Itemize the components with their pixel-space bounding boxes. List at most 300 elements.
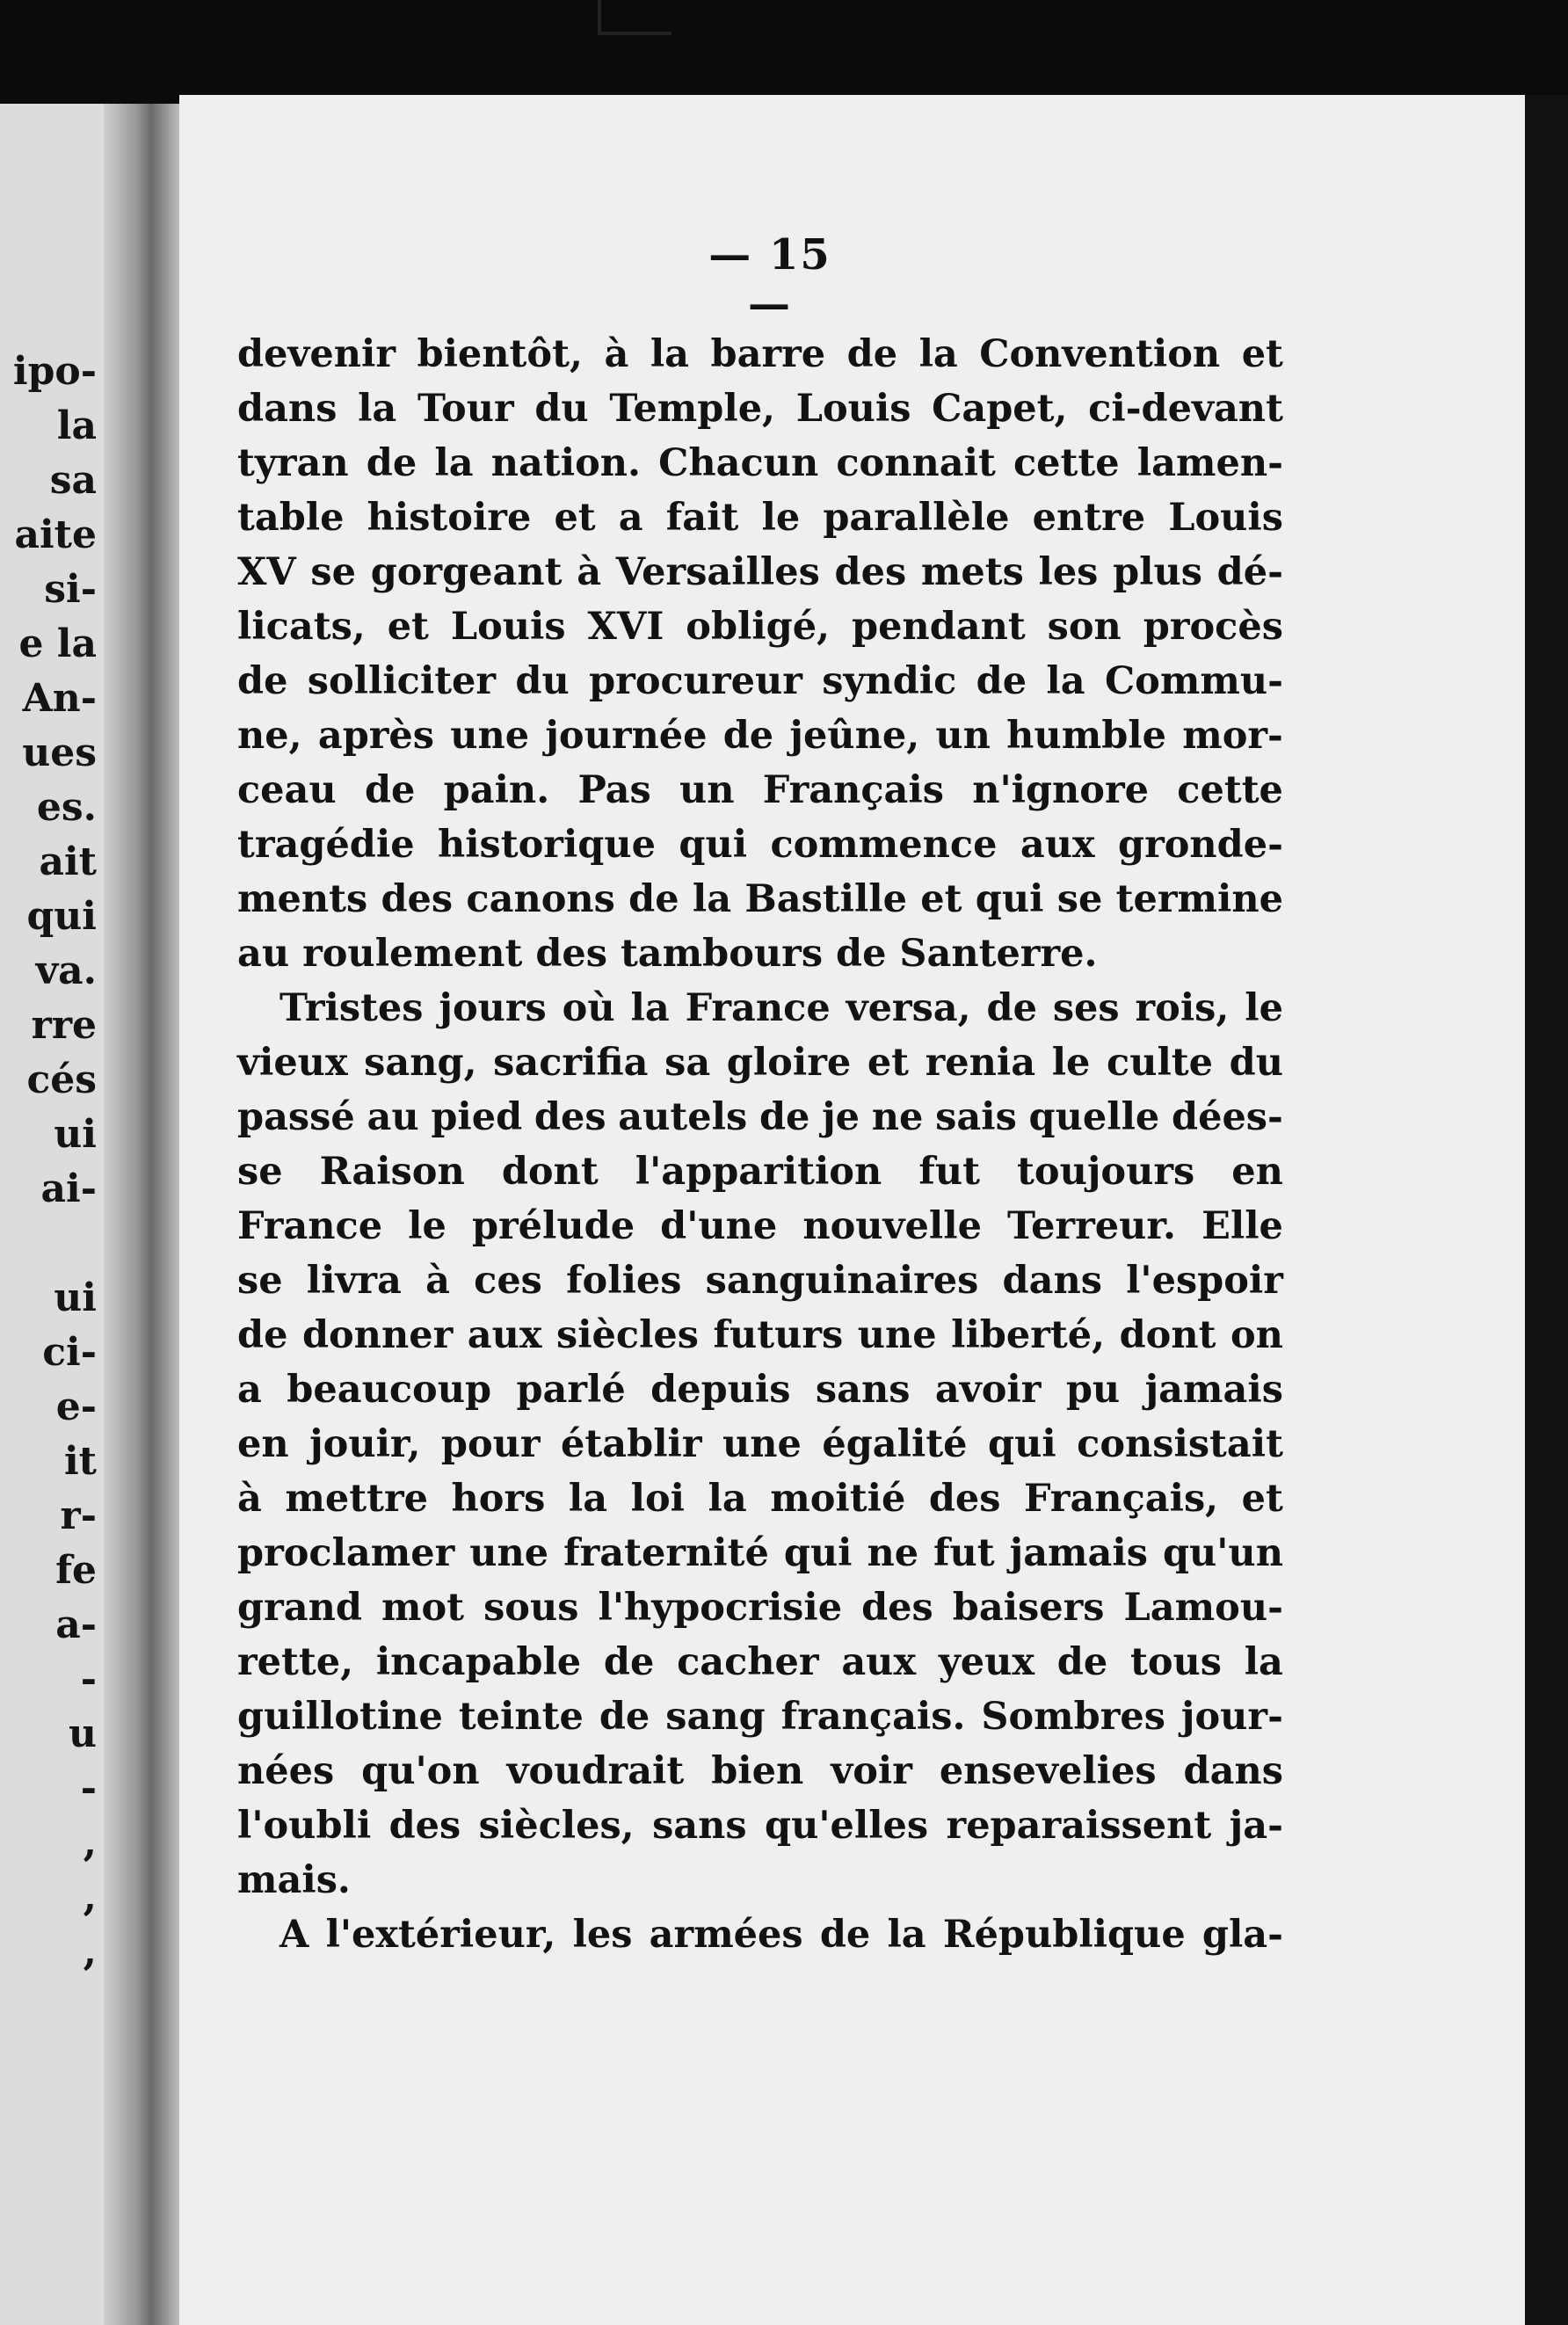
word: prélude bbox=[471, 1204, 635, 1248]
word: Capet, bbox=[932, 387, 1068, 431]
word: renia bbox=[925, 1041, 1036, 1085]
word: Lamou- bbox=[1123, 1586, 1283, 1630]
text-line bbox=[237, 1689, 1283, 1744]
word: sa bbox=[664, 1041, 711, 1085]
word: ses bbox=[1052, 986, 1120, 1030]
fragment-line: ait bbox=[39, 839, 97, 884]
word: mot bbox=[381, 1586, 465, 1630]
word: se bbox=[310, 550, 356, 594]
word: les bbox=[572, 1913, 633, 1957]
text-line bbox=[237, 1035, 1283, 1090]
word: la bbox=[568, 1477, 608, 1521]
word: de bbox=[1056, 1640, 1108, 1684]
word: Elle bbox=[1201, 1204, 1283, 1248]
word: le bbox=[1051, 1041, 1091, 1085]
word: sang bbox=[665, 1695, 766, 1739]
word: commence bbox=[770, 823, 998, 867]
word: dé- bbox=[1216, 550, 1283, 594]
word: au bbox=[367, 1095, 419, 1139]
word: à bbox=[604, 332, 629, 376]
line-text: mais. bbox=[237, 1858, 351, 1902]
word: licats, bbox=[237, 605, 366, 649]
word: reparaissent bbox=[946, 1804, 1212, 1848]
word: les bbox=[1038, 550, 1099, 594]
word: plus bbox=[1113, 550, 1202, 594]
text-line bbox=[237, 1526, 1283, 1580]
word: Louis bbox=[795, 387, 911, 431]
word: baisers bbox=[952, 1586, 1105, 1630]
fragment-line: va. bbox=[35, 948, 97, 993]
word: et bbox=[1241, 1477, 1283, 1521]
fragment-line: a- bbox=[55, 1602, 97, 1647]
text-line bbox=[237, 654, 1283, 708]
word: Louis bbox=[450, 605, 566, 649]
word: le bbox=[1245, 986, 1283, 1030]
word: ne, bbox=[237, 714, 302, 758]
word: futurs bbox=[713, 1313, 844, 1357]
word: la bbox=[692, 877, 732, 921]
text-line bbox=[237, 1144, 1283, 1199]
word: sans bbox=[652, 1804, 747, 1848]
word: journée bbox=[545, 714, 708, 758]
word: ja- bbox=[1229, 1804, 1283, 1848]
word: moitié bbox=[770, 1477, 906, 1521]
word: de bbox=[722, 714, 774, 758]
word: un bbox=[935, 714, 991, 758]
fragment-line: e la bbox=[18, 621, 97, 666]
text-line bbox=[237, 490, 1283, 545]
fragment-line: ai- bbox=[40, 1166, 97, 1211]
word: l'oubli bbox=[237, 1804, 372, 1848]
word: procès bbox=[1143, 605, 1283, 649]
word: ceau bbox=[237, 768, 337, 812]
fragment-line: si- bbox=[44, 567, 97, 612]
word: canons bbox=[466, 877, 615, 921]
word: Louis bbox=[1168, 496, 1283, 540]
word: la bbox=[1046, 659, 1085, 703]
text-line bbox=[237, 1199, 1283, 1253]
word: table bbox=[237, 496, 345, 540]
word: nation. bbox=[490, 441, 641, 485]
word: dont bbox=[501, 1150, 599, 1194]
word: à bbox=[425, 1259, 450, 1303]
word: Tour bbox=[417, 387, 514, 431]
word: de bbox=[976, 659, 1027, 703]
word: nouvelle bbox=[802, 1204, 982, 1248]
word: ensevelies bbox=[939, 1749, 1157, 1793]
word: ne bbox=[871, 1095, 924, 1139]
text-line bbox=[237, 327, 1283, 381]
word: pendant bbox=[852, 605, 1026, 649]
word: vieux bbox=[237, 1041, 348, 1085]
word: l'hypocrisie bbox=[598, 1586, 843, 1630]
word: termine bbox=[1115, 877, 1283, 921]
word: devenir bbox=[237, 332, 396, 376]
word: jeûne, bbox=[789, 714, 920, 758]
fragment-line: aite bbox=[14, 512, 97, 557]
word: Bastille bbox=[744, 877, 907, 921]
fragment-line: it bbox=[63, 1439, 97, 1484]
page-body-text bbox=[237, 327, 1283, 1962]
word: dans bbox=[1183, 1749, 1283, 1793]
word: proclamer bbox=[237, 1531, 455, 1575]
word: quelle bbox=[1028, 1095, 1160, 1139]
word: mettre bbox=[285, 1477, 428, 1521]
word: parallèle bbox=[823, 496, 1010, 540]
word: rois, bbox=[1135, 986, 1230, 1030]
word: se bbox=[1056, 877, 1103, 921]
text-line bbox=[237, 1635, 1283, 1689]
fragment-line: la bbox=[56, 403, 97, 448]
word: de bbox=[366, 441, 417, 485]
word: après bbox=[317, 714, 434, 758]
word: histoire bbox=[367, 496, 532, 540]
word: historique bbox=[437, 823, 656, 867]
word: passé bbox=[237, 1095, 355, 1139]
word: gloire bbox=[726, 1041, 852, 1085]
word: de bbox=[819, 1913, 871, 1957]
word: de bbox=[986, 986, 1037, 1030]
word: se bbox=[237, 1259, 283, 1303]
word: connait bbox=[836, 441, 996, 485]
word: une bbox=[450, 714, 530, 758]
text-line bbox=[237, 763, 1283, 817]
word: établir bbox=[561, 1422, 702, 1466]
fragment-line: An- bbox=[22, 676, 97, 721]
text-line bbox=[237, 599, 1283, 654]
word: Commu- bbox=[1104, 659, 1283, 703]
word: mets bbox=[920, 550, 1024, 594]
word: fraternité bbox=[563, 1531, 769, 1575]
text-line bbox=[237, 1471, 1283, 1526]
fragment-line: fe bbox=[55, 1548, 97, 1593]
word: voir bbox=[831, 1749, 912, 1793]
word: ces bbox=[474, 1259, 542, 1303]
word: qui bbox=[988, 1422, 1056, 1466]
word: la bbox=[358, 387, 397, 431]
text-line bbox=[237, 1580, 1283, 1635]
word: qu'un bbox=[1162, 1531, 1283, 1575]
word: et bbox=[387, 605, 429, 649]
word: Pas bbox=[577, 768, 651, 812]
word: siècles, bbox=[478, 1804, 635, 1848]
word: versa, bbox=[846, 986, 971, 1030]
text-line bbox=[237, 872, 1283, 926]
word: la bbox=[708, 1477, 747, 1521]
word: des bbox=[534, 1095, 606, 1139]
word: liberté, bbox=[951, 1313, 1106, 1357]
word: humble bbox=[1006, 714, 1166, 758]
word: et bbox=[867, 1041, 910, 1085]
text-line bbox=[237, 708, 1283, 763]
word: dans bbox=[237, 387, 338, 431]
word: obligé, bbox=[686, 605, 831, 649]
word: dont bbox=[1119, 1313, 1216, 1357]
text-line bbox=[237, 1798, 1283, 1853]
word: a bbox=[237, 1368, 262, 1412]
word: sous bbox=[483, 1586, 579, 1630]
word: jamais bbox=[1144, 1368, 1283, 1412]
word: gla- bbox=[1201, 1913, 1283, 1957]
word: de bbox=[237, 659, 288, 703]
fragment-line bbox=[0, 1217, 97, 1271]
word: ci-devant bbox=[1088, 387, 1283, 431]
word: folies bbox=[566, 1259, 682, 1303]
word: en bbox=[1231, 1150, 1283, 1194]
word: sanguinaires bbox=[705, 1259, 979, 1303]
word: l'extérieur, bbox=[325, 1913, 556, 1957]
word: Versailles bbox=[615, 550, 820, 594]
word: un bbox=[679, 768, 735, 812]
word: la bbox=[918, 332, 958, 376]
word: son bbox=[1047, 605, 1122, 649]
word: dans bbox=[1002, 1259, 1102, 1303]
word: Chacun bbox=[658, 441, 819, 485]
scan-artifact bbox=[598, 0, 601, 35]
word: tyran bbox=[237, 441, 349, 485]
word: loi bbox=[630, 1477, 685, 1521]
word: qui bbox=[975, 877, 1044, 921]
word: français. bbox=[780, 1695, 966, 1739]
word: fait bbox=[665, 496, 739, 540]
word: on bbox=[1230, 1313, 1283, 1357]
text-line bbox=[237, 1744, 1283, 1798]
text-line bbox=[237, 926, 1283, 981]
word: XVI bbox=[587, 605, 664, 649]
word: des bbox=[861, 1586, 933, 1630]
word: tous bbox=[1129, 1640, 1222, 1684]
word: gorgeant bbox=[370, 550, 563, 594]
word: qu'on bbox=[361, 1749, 480, 1793]
word: tragédie bbox=[237, 823, 415, 867]
word: Tristes bbox=[279, 986, 424, 1030]
fragment-line: , bbox=[83, 1929, 97, 1974]
word: Convention bbox=[979, 332, 1221, 376]
text-line bbox=[237, 981, 1283, 1035]
text-line bbox=[237, 545, 1283, 599]
word: une bbox=[857, 1313, 937, 1357]
fragment-line: e- bbox=[55, 1384, 97, 1429]
scan-artifact bbox=[601, 32, 671, 35]
word: en bbox=[237, 1422, 289, 1466]
fragment-line: ui bbox=[54, 1275, 97, 1320]
word: la bbox=[434, 441, 474, 485]
word: pu bbox=[1065, 1368, 1121, 1412]
word: des bbox=[834, 550, 907, 594]
word: de bbox=[759, 1095, 810, 1139]
word: le bbox=[761, 496, 801, 540]
word: sang, bbox=[364, 1041, 477, 1085]
word: République bbox=[942, 1913, 1186, 1957]
word: dées- bbox=[1172, 1095, 1283, 1139]
text-line bbox=[237, 1253, 1283, 1308]
word: cette bbox=[1013, 441, 1120, 485]
fragment-line: , bbox=[83, 1875, 97, 1920]
fragment-line: rre bbox=[31, 1003, 97, 1048]
word: aux bbox=[1020, 823, 1095, 867]
word: à bbox=[577, 550, 602, 594]
word: une bbox=[722, 1422, 802, 1466]
text-line bbox=[237, 436, 1283, 490]
word: voudrait bbox=[506, 1749, 685, 1793]
word: du bbox=[515, 659, 570, 703]
word: le bbox=[408, 1204, 446, 1248]
word: mor- bbox=[1182, 714, 1283, 758]
word: procureur bbox=[589, 659, 802, 703]
word: de bbox=[364, 768, 416, 812]
word: a bbox=[618, 496, 643, 540]
word: teinte bbox=[458, 1695, 584, 1739]
word: pain. bbox=[443, 768, 550, 812]
word: bien bbox=[711, 1749, 804, 1793]
fragment-line: cés bbox=[26, 1057, 97, 1102]
word: culte bbox=[1107, 1041, 1214, 1085]
previous-page-line-endings bbox=[0, 345, 97, 1980]
text-line bbox=[237, 817, 1283, 872]
word: XV bbox=[237, 550, 296, 594]
fragment-line: , bbox=[83, 1820, 97, 1865]
word: de bbox=[237, 1313, 288, 1357]
word: n'ignore bbox=[972, 768, 1150, 812]
line-text: au roulement des tambours de Santerre. bbox=[237, 932, 1098, 976]
word: et bbox=[1241, 332, 1283, 376]
fragment-line: es. bbox=[36, 785, 97, 830]
fragment-line: ipo- bbox=[12, 349, 97, 394]
word: avoir bbox=[934, 1368, 1042, 1412]
word: des bbox=[928, 1477, 1001, 1521]
word: grand bbox=[237, 1586, 362, 1630]
word: de bbox=[846, 332, 898, 376]
word: solliciter bbox=[307, 659, 497, 703]
word: barre bbox=[710, 332, 826, 376]
word: yeux bbox=[938, 1640, 1035, 1684]
word: je bbox=[822, 1095, 860, 1139]
word: Sombres bbox=[981, 1695, 1165, 1739]
word: qui bbox=[783, 1531, 853, 1575]
word: depuis bbox=[650, 1368, 791, 1412]
word: syndic bbox=[822, 659, 957, 703]
word: où bbox=[562, 986, 615, 1030]
fragment-line: r- bbox=[60, 1493, 97, 1538]
word: du bbox=[1229, 1041, 1283, 1085]
word: jour- bbox=[1180, 1695, 1283, 1739]
word: donner bbox=[301, 1313, 454, 1357]
word: ne bbox=[867, 1531, 919, 1575]
page-edge-shadow bbox=[1525, 95, 1568, 2325]
word: et bbox=[554, 496, 596, 540]
word: Raison bbox=[319, 1150, 465, 1194]
text-line bbox=[237, 381, 1283, 436]
word: égalité bbox=[822, 1422, 968, 1466]
word: lamen- bbox=[1136, 441, 1283, 485]
word: cette bbox=[1177, 768, 1283, 812]
word: des bbox=[388, 1804, 461, 1848]
fragment-line: ues bbox=[22, 730, 97, 775]
word: France bbox=[237, 1204, 383, 1248]
text-line bbox=[237, 1362, 1283, 1417]
word: aux bbox=[841, 1640, 917, 1684]
word: bientôt, bbox=[417, 332, 583, 376]
word: aux bbox=[467, 1313, 542, 1357]
text-line bbox=[237, 1417, 1283, 1471]
fragment-line: u bbox=[69, 1711, 97, 1756]
word: sais bbox=[935, 1095, 1017, 1139]
word: une bbox=[469, 1531, 549, 1575]
word: qu'elles bbox=[765, 1804, 929, 1848]
word: hors bbox=[451, 1477, 546, 1521]
word: siècles bbox=[556, 1313, 699, 1357]
word: toujours bbox=[1017, 1150, 1195, 1194]
word: sacrifia bbox=[493, 1041, 649, 1085]
word: qui bbox=[679, 823, 748, 867]
fragment-line: ci- bbox=[42, 1330, 97, 1375]
word: jamais bbox=[1009, 1531, 1148, 1575]
word: autels bbox=[618, 1095, 748, 1139]
word: de bbox=[628, 877, 679, 921]
fragment-line: - bbox=[80, 1766, 97, 1811]
word: l'apparition bbox=[635, 1150, 882, 1194]
word: ments bbox=[237, 877, 368, 921]
word: incapable bbox=[375, 1640, 582, 1684]
word: beaucoup bbox=[287, 1368, 492, 1412]
fragment-line: sa bbox=[49, 458, 97, 503]
word: de bbox=[599, 1695, 650, 1739]
word: livra bbox=[306, 1259, 402, 1303]
word: pied bbox=[431, 1095, 523, 1139]
word: jouir, bbox=[309, 1422, 421, 1466]
word: fut bbox=[933, 1531, 995, 1575]
word: cacher bbox=[677, 1640, 819, 1684]
word: fut bbox=[918, 1150, 980, 1194]
word: se bbox=[237, 1150, 283, 1194]
word: Temple, bbox=[609, 387, 776, 431]
fragment-line: ui bbox=[54, 1112, 97, 1157]
word: rette, bbox=[237, 1640, 354, 1684]
page-number: — 15 — bbox=[708, 230, 831, 329]
text-line bbox=[237, 1090, 1283, 1144]
word: du bbox=[534, 387, 589, 431]
word: parlé bbox=[516, 1368, 626, 1412]
word: nées bbox=[237, 1749, 335, 1793]
word: consistait bbox=[1077, 1422, 1283, 1466]
word: gronde- bbox=[1118, 823, 1283, 867]
text-line bbox=[237, 1853, 1283, 1907]
word: A bbox=[279, 1913, 309, 1957]
fragment-line: qui bbox=[26, 894, 97, 939]
word: des bbox=[381, 877, 454, 921]
word: armées bbox=[649, 1913, 803, 1957]
word: guillotine bbox=[237, 1695, 443, 1739]
word: et bbox=[920, 877, 962, 921]
text-line bbox=[237, 1907, 1283, 1962]
word: entre bbox=[1032, 496, 1146, 540]
word: la bbox=[630, 986, 670, 1030]
word: la bbox=[1244, 1640, 1283, 1684]
fragment-line: - bbox=[80, 1657, 97, 1702]
word: Terreur. bbox=[1007, 1204, 1177, 1248]
word: l'espoir bbox=[1126, 1259, 1283, 1303]
word: d'une bbox=[660, 1204, 778, 1248]
text-line bbox=[237, 1308, 1283, 1362]
word: Français, bbox=[1024, 1477, 1219, 1521]
word: à bbox=[237, 1477, 262, 1521]
word: de bbox=[603, 1640, 655, 1684]
word: pour bbox=[440, 1422, 541, 1466]
word: la bbox=[650, 332, 690, 376]
word: jours bbox=[439, 986, 547, 1030]
word: Français bbox=[762, 768, 944, 812]
word: sans bbox=[815, 1368, 911, 1412]
